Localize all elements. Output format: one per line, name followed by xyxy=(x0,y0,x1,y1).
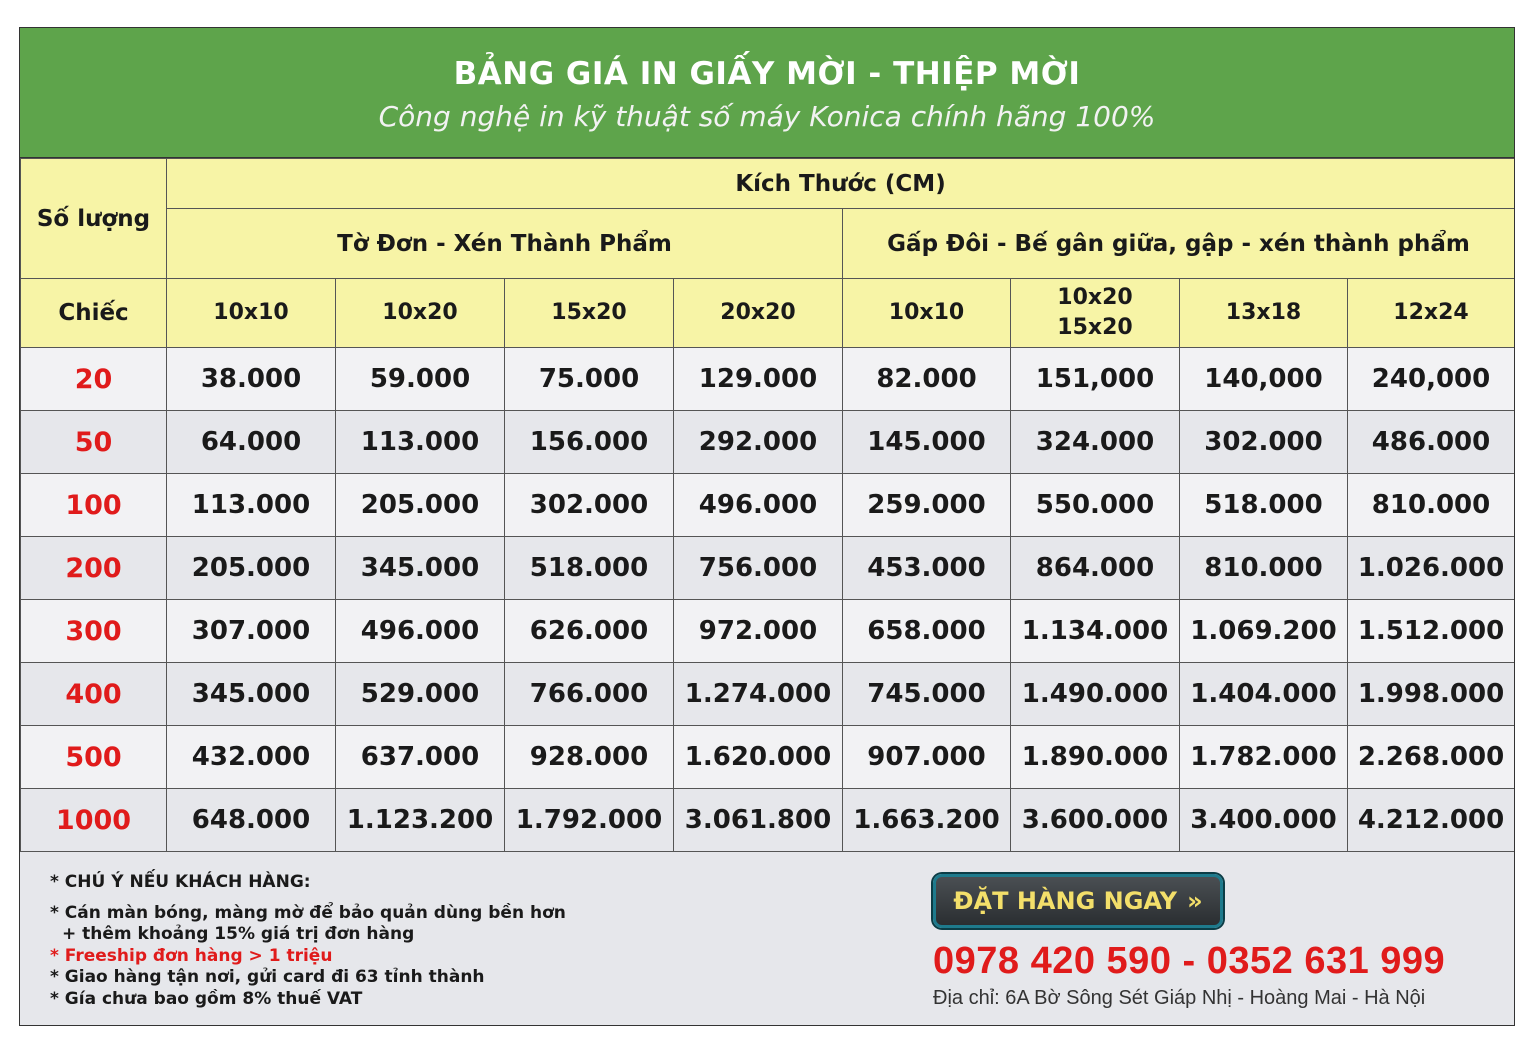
price-cell: 302.000 xyxy=(505,474,674,537)
qty-cell: 20 xyxy=(21,348,167,411)
qty-cell: 500 xyxy=(21,726,167,789)
size-header-line1: 10x20 xyxy=(1057,285,1133,310)
qty-cell: 200 xyxy=(21,537,167,600)
price-cell: 302.000 xyxy=(1180,411,1348,474)
table-row xyxy=(21,474,1515,537)
price-cell: 151,000 xyxy=(1011,348,1180,411)
price-cell: 496.000 xyxy=(674,474,843,537)
price-cell: 75.000 xyxy=(505,348,674,411)
qty-cell: 1000 xyxy=(21,789,167,852)
table-row xyxy=(21,537,1515,600)
size-header-line2: 15x20 xyxy=(1057,315,1133,340)
notes-heading: * CHÚ Ý NẾU KHÁCH HÀNG: xyxy=(50,872,311,892)
price-cell: 345.000 xyxy=(167,663,336,726)
price-cell: 4.212.000 xyxy=(1348,789,1515,852)
price-cell: 1.026.000 xyxy=(1348,537,1515,600)
footer-panel xyxy=(20,852,1514,1026)
price-cell: 1.490.000 xyxy=(1011,663,1180,726)
table-row xyxy=(21,411,1515,474)
price-cell: 345.000 xyxy=(336,537,505,600)
size-header: 12x24 xyxy=(1348,279,1515,348)
note-line: * Cán màn bóng, màng mờ để bảo quản dùng bền hơn xyxy=(50,902,566,923)
price-cell: 453.000 xyxy=(843,537,1011,600)
price-cell: 810.000 xyxy=(1348,474,1515,537)
price-cell: 756.000 xyxy=(674,537,843,600)
price-cell: 59.000 xyxy=(336,348,505,411)
price-cell: 1.512.000 xyxy=(1348,600,1515,663)
phone-numbers[interactable]: 0978 420 590 - 0352 631 999 xyxy=(933,940,1446,982)
price-cell: 972.000 xyxy=(674,600,843,663)
price-cell: 486.000 xyxy=(1348,411,1515,474)
price-cell: 1.404.000 xyxy=(1180,663,1348,726)
price-cell: 113.000 xyxy=(336,411,505,474)
double-chevron-right-icon: » xyxy=(1187,887,1203,915)
size-header: 20x20 xyxy=(674,279,843,348)
table-row xyxy=(21,789,1515,852)
price-cell: 1.998.000 xyxy=(1348,663,1515,726)
price-cell: 129.000 xyxy=(674,348,843,411)
price-cell: 205.000 xyxy=(336,474,505,537)
price-cell: 140,000 xyxy=(1180,348,1348,411)
note-line-freeship: * Freeship đơn hàng > 1 triệu xyxy=(50,945,333,966)
price-cell: 3.061.800 xyxy=(674,789,843,852)
price-cell: 307.000 xyxy=(167,600,336,663)
size-header: 10x10 xyxy=(167,279,336,348)
page-subtitle: Công nghệ in kỹ thuật số máy Konica chính hãng 100% xyxy=(378,100,1156,133)
price-cell: 1.663.200 xyxy=(843,789,1011,852)
unit-header: Chiếc xyxy=(21,279,167,348)
price-cell: 1.134.000 xyxy=(1011,600,1180,663)
size-header: 10x10 xyxy=(843,279,1011,348)
price-cell: 156.000 xyxy=(505,411,674,474)
price-cell: 3.400.000 xyxy=(1180,789,1348,852)
note-line: + thêm khoảng 15% giá trị đơn hàng xyxy=(62,924,415,944)
price-cell: 648.000 xyxy=(167,789,336,852)
qty-cell: 50 xyxy=(21,411,167,474)
price-cell: 907.000 xyxy=(843,726,1011,789)
price-cell: 745.000 xyxy=(843,663,1011,726)
price-cell: 864.000 xyxy=(1011,537,1180,600)
table-row xyxy=(21,726,1515,789)
price-cell: 259.000 xyxy=(843,474,1011,537)
address: Địa chỉ: 6A Bờ Sông Sét Giáp Nhị - Hoàng Mai - Hà Nội xyxy=(933,987,1426,1009)
note-line: * Giao hàng tận nơi, gửi card đi 63 tỉnh thành xyxy=(50,967,485,987)
price-table xyxy=(20,158,1515,852)
title-band xyxy=(20,28,1514,158)
price-cell: 550.000 xyxy=(1011,474,1180,537)
price-cell: 518.000 xyxy=(505,537,674,600)
size-header: 15x20 xyxy=(505,279,674,348)
price-cell: 1.123.200 xyxy=(336,789,505,852)
price-cell: 1.274.000 xyxy=(674,663,843,726)
price-sheet xyxy=(19,27,1515,1026)
qty-cell: 300 xyxy=(21,600,167,663)
price-cell: 1.620.000 xyxy=(674,726,843,789)
price-cell: 626.000 xyxy=(505,600,674,663)
qty-cell: 100 xyxy=(21,474,167,537)
price-cell: 928.000 xyxy=(505,726,674,789)
price-cell: 3.600.000 xyxy=(1011,789,1180,852)
page-title: BẢNG GIÁ IN GIẤY MỜI - THIỆP MỜI xyxy=(453,56,1081,92)
size-header: 10x20 xyxy=(336,279,505,348)
size-header-double xyxy=(1011,279,1180,348)
price-cell: 113.000 xyxy=(167,474,336,537)
size-header: 13x18 xyxy=(1180,279,1348,348)
price-cell: 64.000 xyxy=(167,411,336,474)
price-cell: 240,000 xyxy=(1348,348,1515,411)
group-fold-header: Gấp Đôi - Bế gân giữa, gập - xén thành phẩm xyxy=(843,209,1515,279)
price-cell: 637.000 xyxy=(336,726,505,789)
price-cell: 38.000 xyxy=(167,348,336,411)
price-cell: 1.069.200 xyxy=(1180,600,1348,663)
price-cell: 529.000 xyxy=(336,663,505,726)
price-cell: 82.000 xyxy=(843,348,1011,411)
table-row xyxy=(21,600,1515,663)
price-cell: 1.890.000 xyxy=(1011,726,1180,789)
price-cell: 145.000 xyxy=(843,411,1011,474)
note-line: * Gía chưa bao gồm 8% thuế VAT xyxy=(50,988,363,1009)
table-row xyxy=(21,663,1515,726)
price-cell: 292.000 xyxy=(674,411,843,474)
price-cell: 810.000 xyxy=(1180,537,1348,600)
price-cell: 518.000 xyxy=(1180,474,1348,537)
price-cell: 1.782.000 xyxy=(1180,726,1348,789)
table-row xyxy=(21,348,1515,411)
notes-block xyxy=(50,872,566,1010)
price-cell: 432.000 xyxy=(167,726,336,789)
price-cell: 766.000 xyxy=(505,663,674,726)
order-now-button[interactable] xyxy=(933,874,1223,928)
qty-header: Số lượng xyxy=(21,159,167,279)
group-single-header: Tờ Đơn - Xén Thành Phẩm xyxy=(167,209,843,279)
price-cell: 2.268.000 xyxy=(1348,726,1515,789)
price-cell: 496.000 xyxy=(336,600,505,663)
price-cell: 205.000 xyxy=(167,537,336,600)
price-cell: 324.000 xyxy=(1011,411,1180,474)
price-cell: 658.000 xyxy=(843,600,1011,663)
size-group-header: Kích Thước (CM) xyxy=(167,159,1515,209)
price-cell: 1.792.000 xyxy=(505,789,674,852)
order-now-label: ĐẶT HÀNG NGAY xyxy=(953,887,1178,915)
qty-cell: 400 xyxy=(21,663,167,726)
